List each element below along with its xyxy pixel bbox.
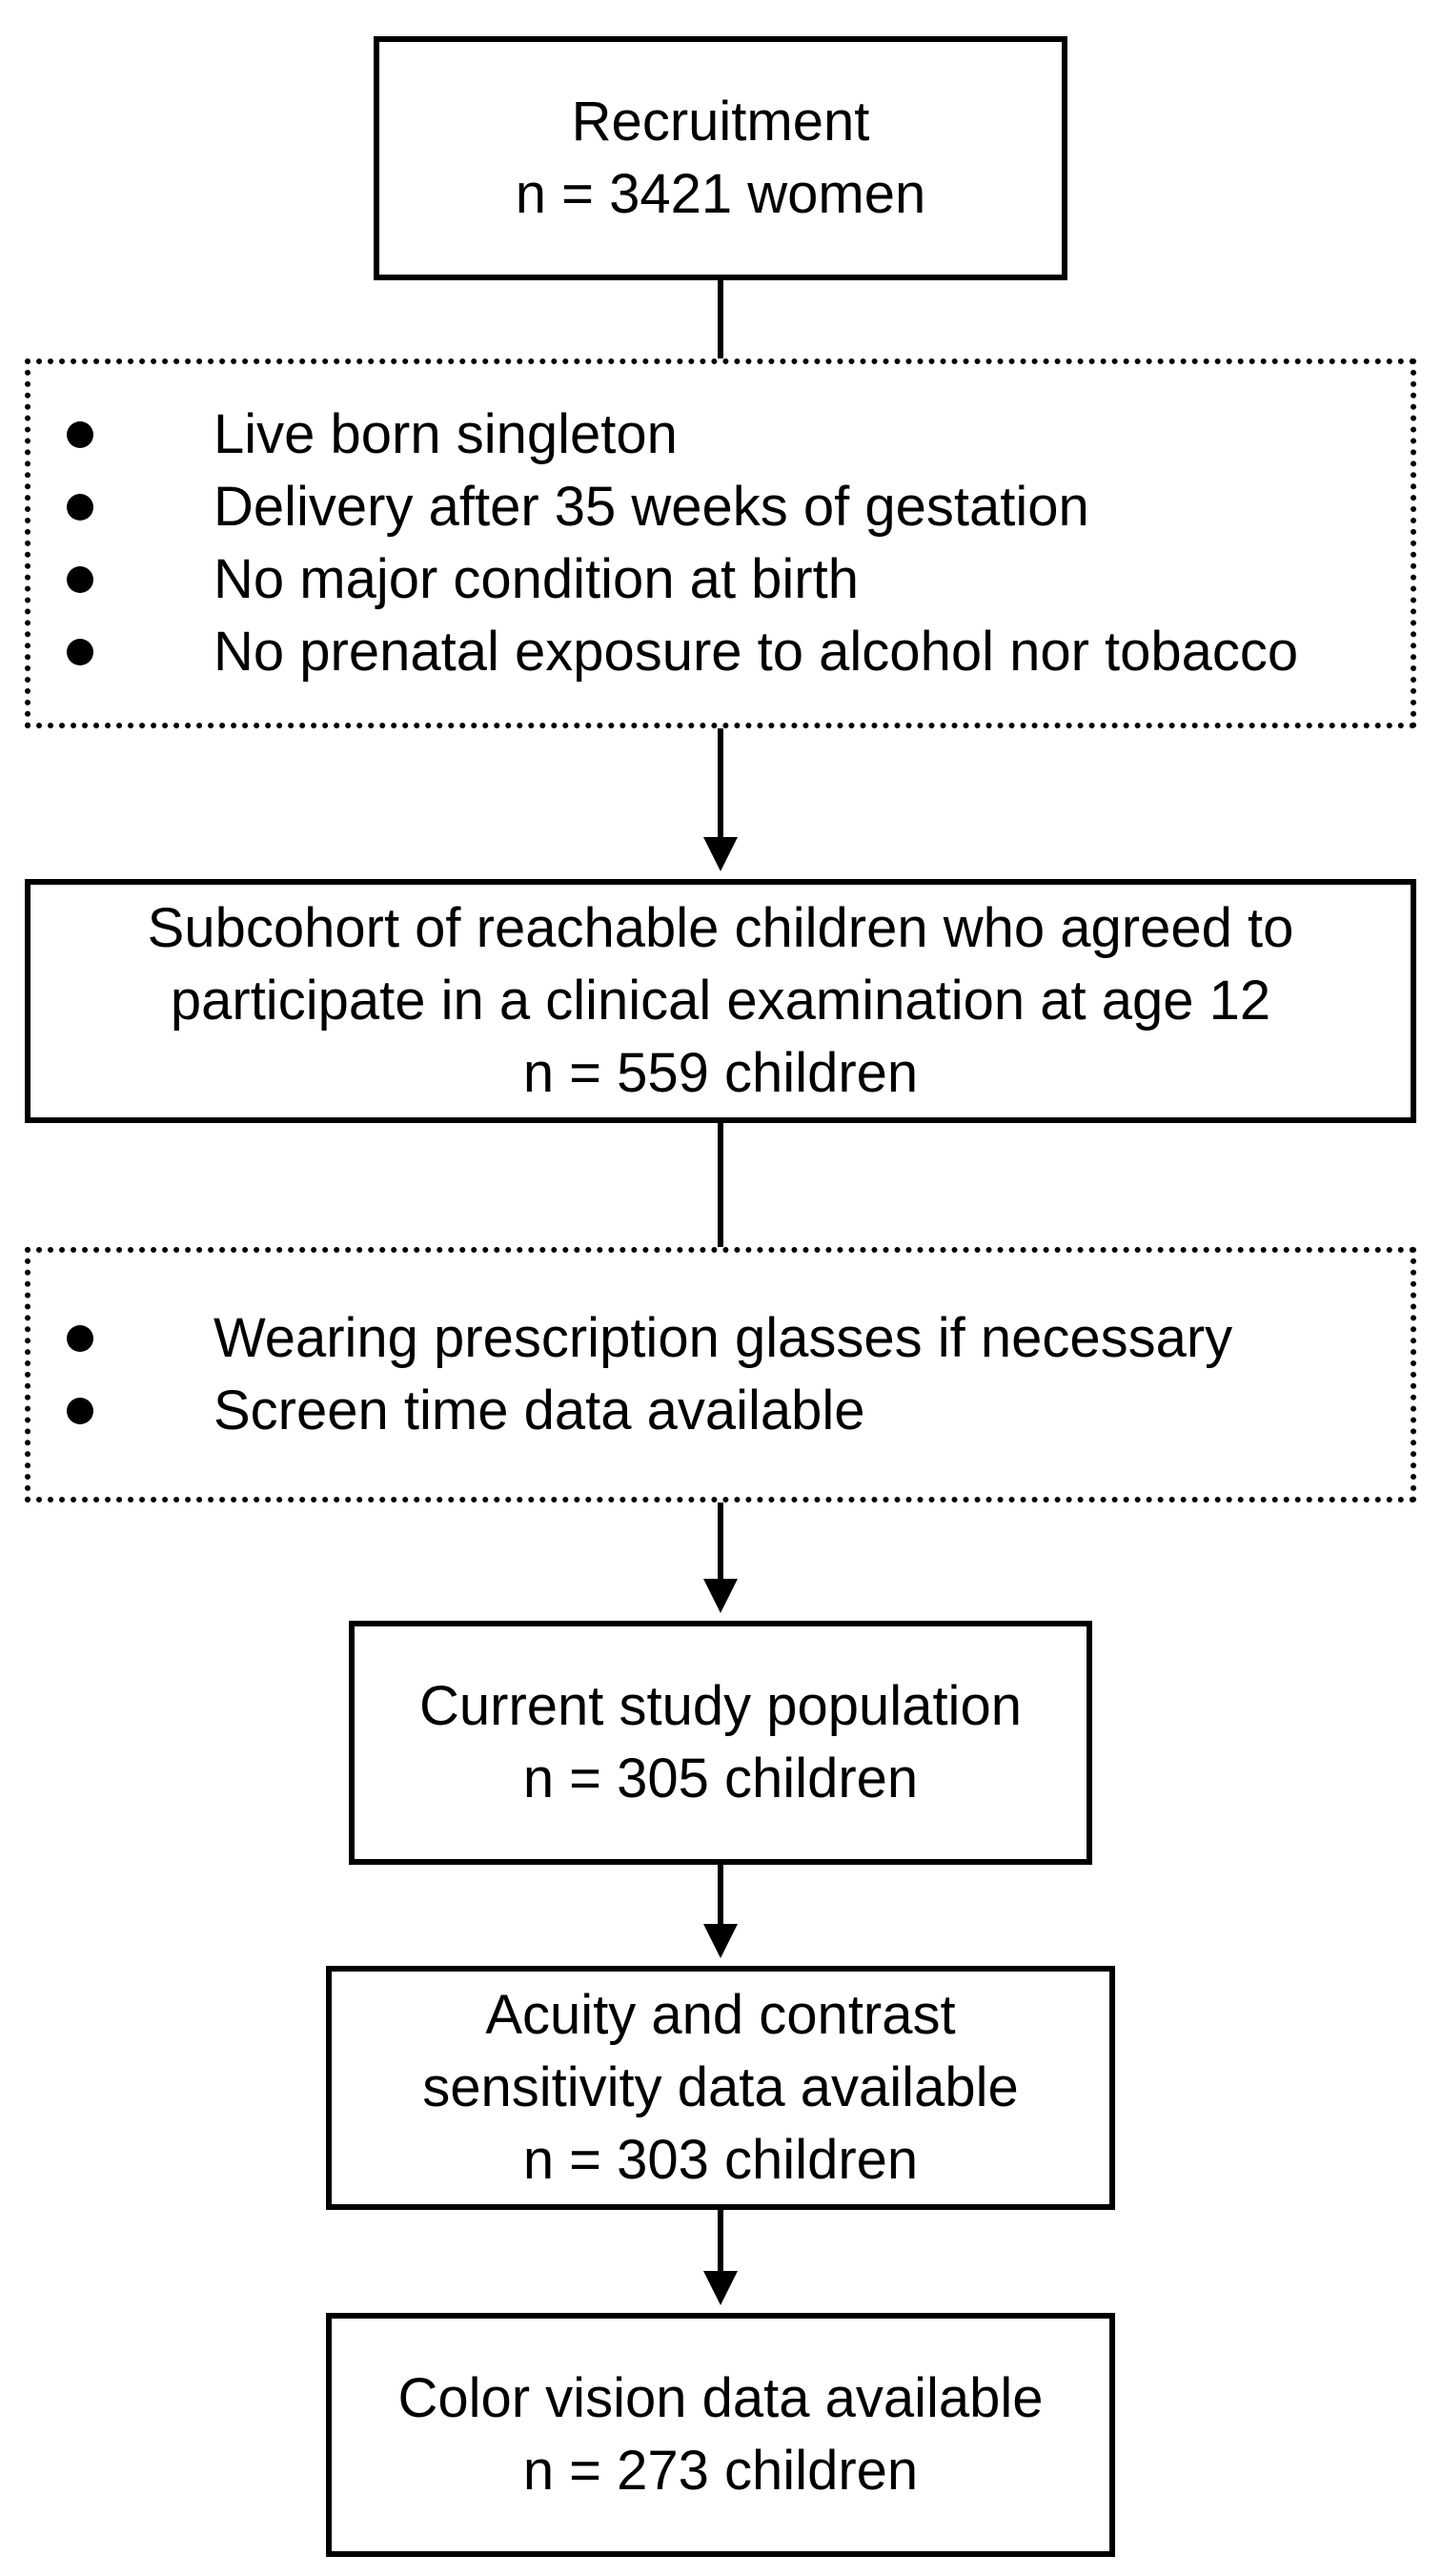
criteria-item-text: No major condition at birth (213, 548, 859, 610)
color-vision-box (326, 2313, 1115, 2557)
criteria-item-text: No prenatal exposure to alcohol nor tobacco (213, 621, 1299, 683)
bullet-icon (67, 566, 93, 593)
acuity-contrast-line: sensitivity data available (422, 2056, 1019, 2118)
bullet-icon (67, 1325, 93, 1352)
criteria-item-text: Wearing prescription glasses if necessary (213, 1307, 1233, 1369)
criteria-item (30, 616, 1411, 688)
criteria-item (30, 543, 1411, 616)
criteria-item-text: Delivery after 35 weeks of gestation (213, 476, 1089, 538)
bullet-icon (67, 494, 93, 521)
criteria-item-text: Live born singleton (213, 403, 678, 465)
current-population-title: Current study population (419, 1675, 1022, 1737)
eligibility-criteria-box (25, 358, 1416, 728)
current-population-box (349, 1621, 1092, 1865)
recruitment-box (374, 36, 1067, 280)
acuity-contrast-box (326, 1966, 1115, 2210)
color-vision-title: Color vision data available (397, 2367, 1044, 2429)
criteria-item-text: Screen time data available (213, 1380, 865, 1441)
subcohort-box (25, 879, 1416, 1123)
acuity-contrast-line: Acuity and contrast (485, 1984, 956, 2046)
bullet-icon (67, 1398, 93, 1424)
subcohort-line: Subcohort of reachable children who agreed to (147, 897, 1294, 959)
bullet-icon (67, 639, 93, 665)
current-population-count: n = 305 children (522, 1748, 919, 1809)
criteria-item (30, 399, 1411, 471)
criteria-item (30, 471, 1411, 543)
color-vision-count: n = 273 children (522, 2440, 919, 2502)
recruitment-title: Recruitment (571, 91, 870, 153)
acuity-contrast-count: n = 303 children (522, 2129, 919, 2191)
criteria-item (30, 1375, 1411, 1447)
subcohort-count: n = 559 children (522, 1042, 919, 1104)
bullet-icon (67, 421, 93, 448)
recruitment-count: n = 3421 women (515, 163, 926, 225)
inclusion-criteria-box (25, 1247, 1416, 1503)
subcohort-line: participate in a clinical examination at age 12 (170, 970, 1271, 1032)
criteria-item (30, 1302, 1411, 1375)
